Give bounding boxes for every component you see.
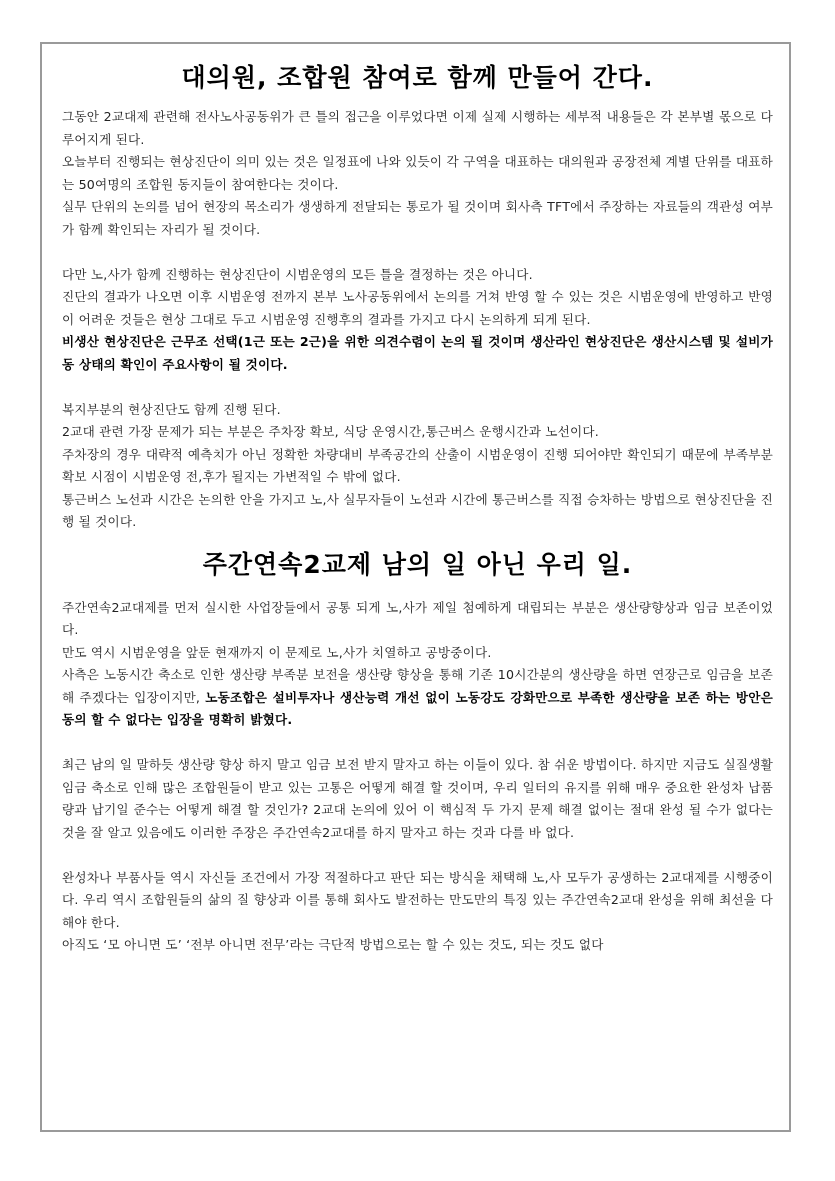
section1-paragraph-8: 주차장의 경우 대략적 예측치가 아닌 정확한 차량대비 부족공간의 산출이 시범운영이 진행 되어야만 확인되기 때문에 부족부분 확보 시점이 시범운영 전,후가 될지는 가변적일 수 밖에 없다. bbox=[62, 446, 773, 484]
section2-title: 주간연속2교제 남의 일 아닌 우리 일. bbox=[202, 549, 633, 579]
section1-paragraph-4: 다만 노,사가 함께 진행하는 현상진단이 시범운영의 모든 틀을 결정하는 것은 아니다. bbox=[62, 266, 533, 282]
paragraph-gap bbox=[62, 844, 773, 867]
section2-paragraph-c1: 완성차나 부품사들 역시 자신들 조건에서 가장 적절하다고 판단 되는 방식을 채택해 노,사 모두가 공생하는 2교대제를 시행중이다. 우리 역시 조합원들의 삶의 질 향상과 이를 통해 회사도 발전하는 만도만의 특징 있는 주간연속2교대 완성을 위해 최선을 다 해야 한다. bbox=[62, 869, 773, 930]
section1-paragraph-5: 진단의 결과가 나오면 이후 시범운영 전까지 본부 노사공동위에서 논의를 거쳐 반영 할 수 있는 것은 시범운영에 반영하고 반영이 어려운 것들은 현상 그대로 두고 시범운영 진행후의 결과를 가지고 다시 논의하게 되게 된다. bbox=[62, 289, 773, 327]
section1-paragraph-7: 2교대 관련 가장 문제가 되는 부분은 주차장 확보, 식당 운영시간,통근버스 운행시간과 노선이다. bbox=[62, 424, 599, 439]
section2-paragraph-1: 주간연속2교대제를 먼저 실시한 사업장들에서 공통 되게 노,사가 제일 첨예하게 대립되는 부분은 생산량향상과 임금 보존이었다. bbox=[62, 599, 773, 637]
section1-paragraph-2: 오늘부터 진행되는 현상진단이 의미 있는 것은 일정표에 나와 있듯이 각 구역을 대표하는 대의원과 공장전체 계별 단위를 대표하는 50여명의 조합원 동지들이 참여한다는 것이다. bbox=[62, 154, 773, 192]
paragraph-gap bbox=[62, 376, 773, 399]
section1-bold-paragraph: 비생산 현상진단은 근무조 선택(1근 또는 2근)을 위한 의견수렴이 논의 될 것이며 생산라인 현상진단은 생산시스템 및 설비가동 상태의 확인이 주요사항이 될 것이다. bbox=[62, 334, 773, 372]
section2-mixed-bold: 노동조합은 설비투자나 생산능력 개선 없이 노동강도 강화만으로 부족한 생산량을 보존 하는 방안은 동의 할 수 없다는 입장을 명확히 밝혔다. bbox=[62, 689, 773, 727]
section1-paragraph-9: 통근버스 노선과 시간은 논의한 안을 가지고 노,사 실무자들이 노선과 시간에 통근버스를 직접 승차하는 방법으로 현상진단을 진행 될 것이다. bbox=[62, 491, 773, 529]
section2-paragraph-2: 만도 역시 시범운영을 앞둔 현재까지 이 문제로 노,사가 치열하고 공방중이다. bbox=[62, 644, 492, 660]
paragraph-gap bbox=[62, 732, 773, 755]
section2-paragraph-c2: 아직도 ‘모 아니면 도’ ‘전부 아니면 전무’라는 극단적 방법으로는 할 수 있는 것도, 되는 것도 없다 bbox=[62, 937, 604, 952]
document-frame bbox=[40, 42, 791, 1132]
paragraph-gap bbox=[62, 241, 773, 264]
section1-title: 대의원, 조합원 참여로 함께 만들어 간다. bbox=[181, 63, 654, 92]
section1-paragraph-6: 복지부분의 현상진단도 함께 진행 된다. bbox=[62, 401, 281, 417]
section2-mixed-normal: 사측은 노동시간 축소로 인한 생산량 부족분 보전을 생산량 향상을 통해 기존 10시간분의 생산량을 하면 연장근로 임금을 보존해 주겠다는 입장이지만, bbox=[62, 667, 773, 705]
document-content bbox=[62, 60, 773, 957]
section1-paragraph-3: 실무 단위의 논의를 넘어 현장의 목소리가 생생하게 전달되는 통로가 될 것이며 회사측 TFT에서 주장하는 자료들의 객관성 여부가 함께 확인되는 자리가 될 것이다. bbox=[62, 199, 773, 237]
section2-mixed-paragraph bbox=[62, 664, 773, 732]
section1-paragraph-1: 그동안 2교대제 관련해 전사노사공동위가 큰 틀의 접근을 이루었다면 이제 실제 시행하는 세부적 내용들은 각 본부별 몫으로 다루어지게 된다. bbox=[62, 109, 773, 147]
section2-paragraph-b: 최근 남의 일 말하듯 생산량 향상 하지 말고 임금 보전 받지 말자고 하는 이들이 있다. 참 쉬운 방법이다. 하지만 지금도 실질생활임금 축소로 인해 많은 조합원들이 받고 있는 고통은 어떻게 해결 할 것이며, 우리 일터의 유지를 위해 매우 중요한 완성차 납품량과 납기일 준수는 어떻게 해결 할 것인가? 2교대 논의에 있어 이 핵심적 두 가지 문제 해결 없이는 절대 완성 될 수가 없다는 것을 잘 알고 있음에도 이러한 주장은 주간연속2교대를 하지 말자고 하는 것과 다를 바 없다. bbox=[62, 757, 773, 840]
